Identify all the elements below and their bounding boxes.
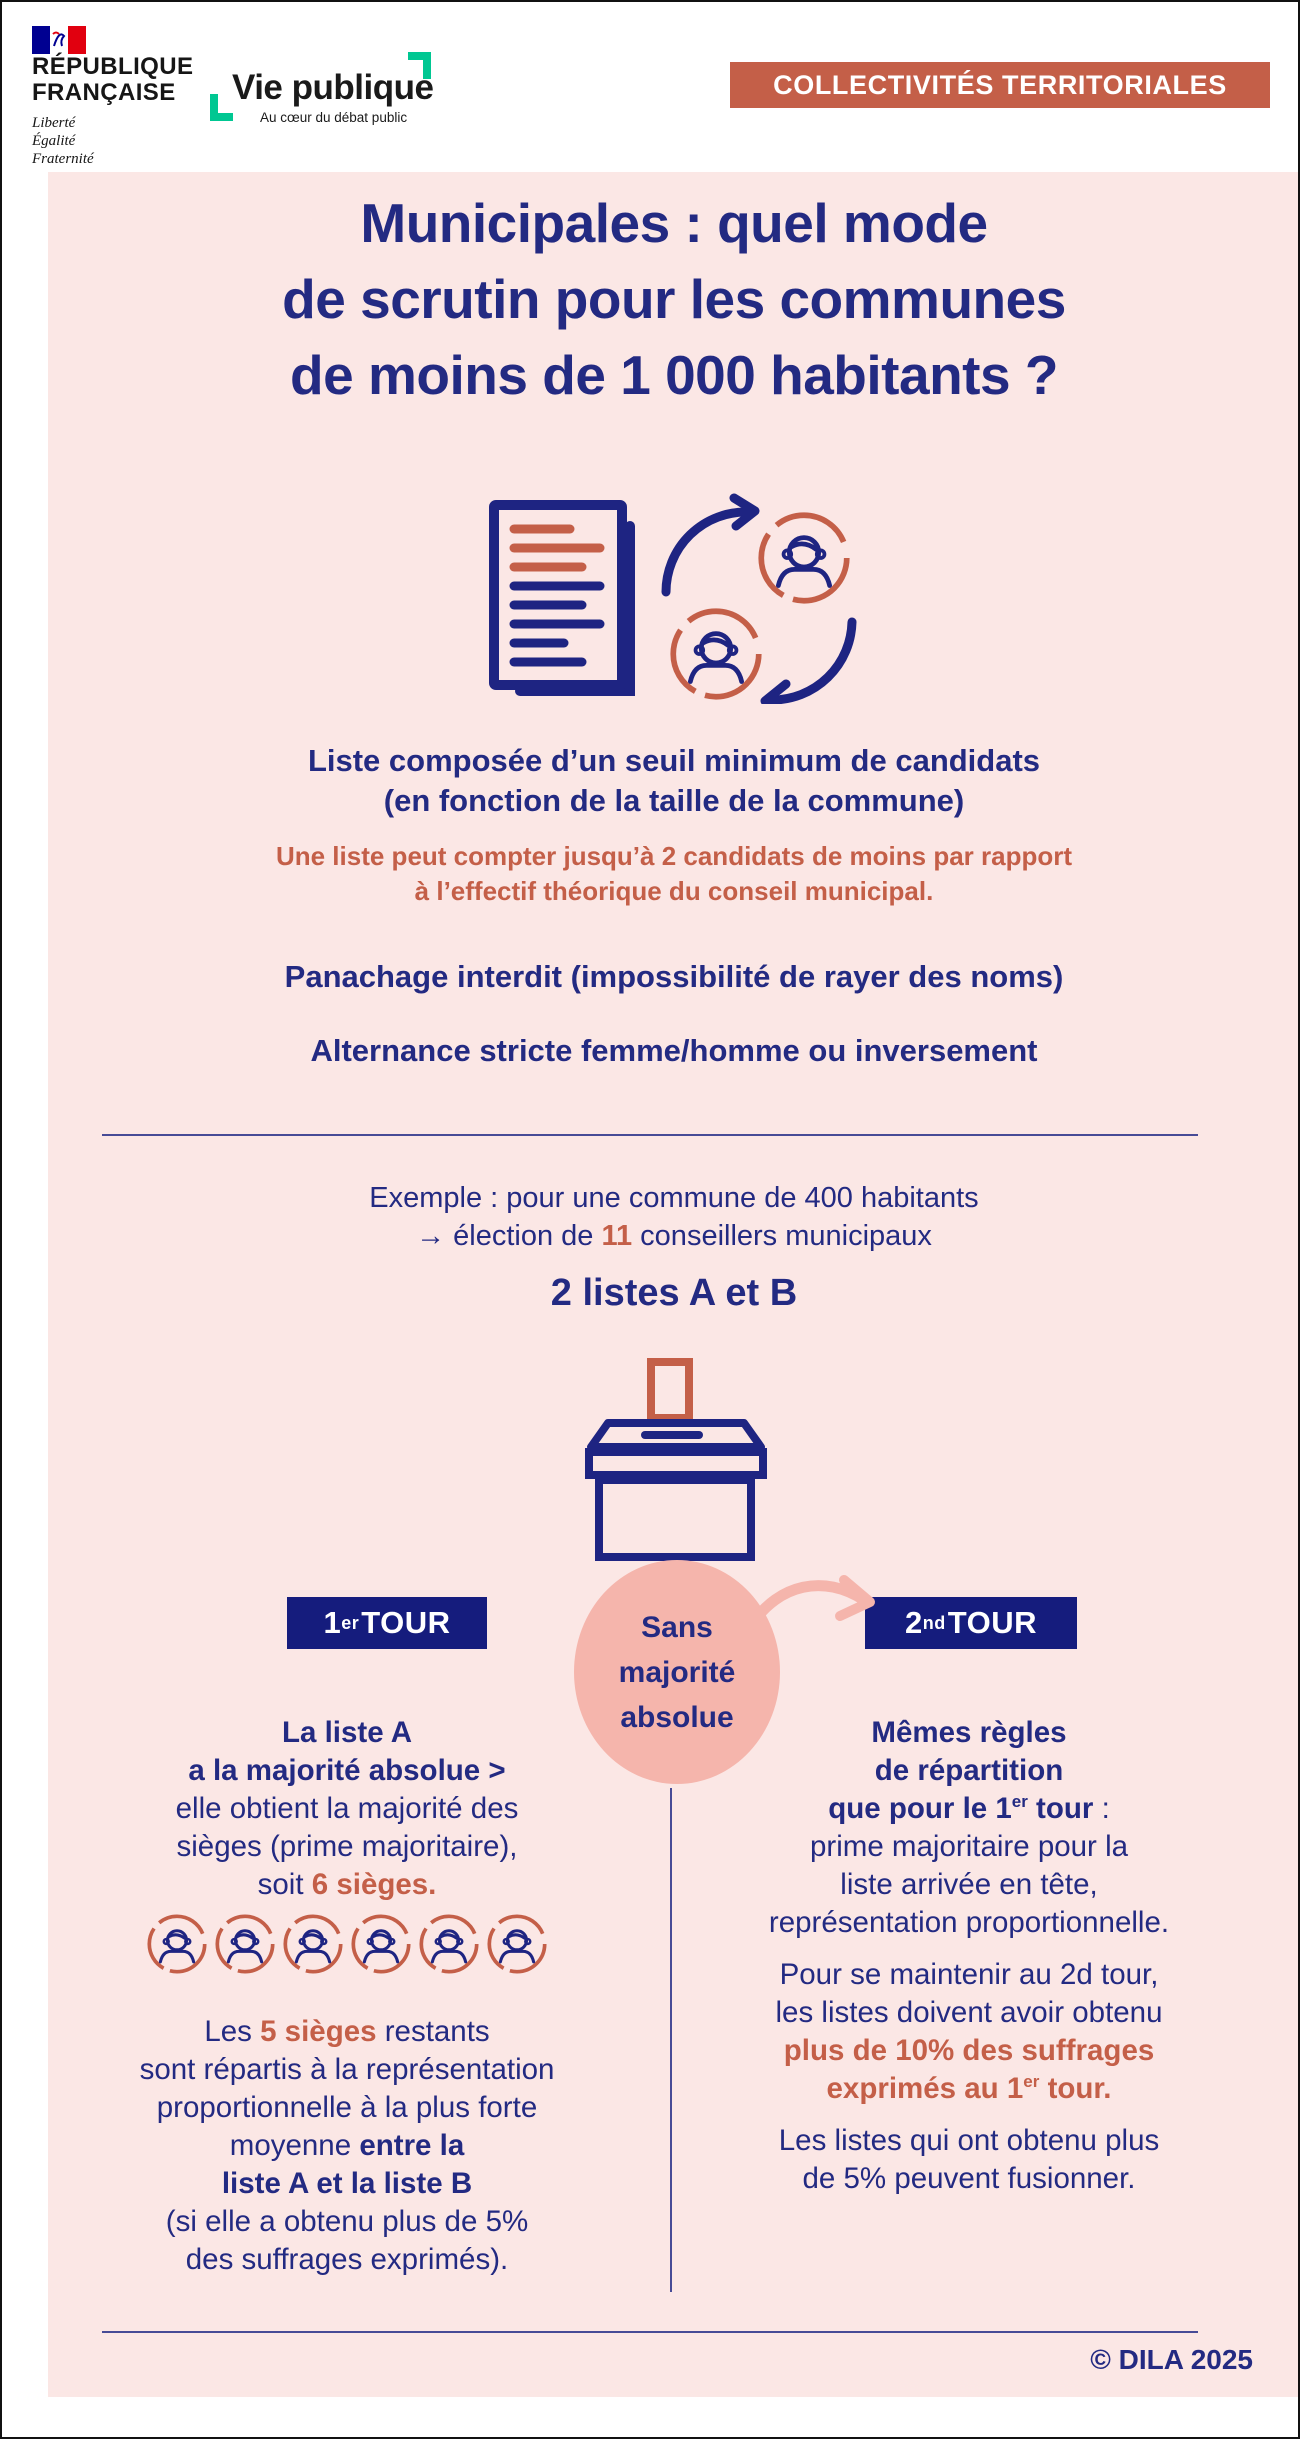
- list-rule: Liste composée d’un seuil minimum de candidats (en fonction de la taille de la commune): [307, 743, 1041, 818]
- vie-publique-title: Vie publique: [232, 68, 434, 107]
- candidate-list-and-people-icon: [454, 472, 894, 704]
- green-bracket-bottom-left-icon: [210, 94, 233, 121]
- round2-column: Mêmes règles de répartition que pour le 1er tour : prime majoritaire pour la liste arrivée en tête, représentation proportionnelle. Pour se maintenir au 2d tour, les listes doivent avoir obtenu plus de 10% des suffrages exprimés au 1er tour. Les listes qui ont obtenu plus de 5% peuvent fusionner.: [768, 1716, 1170, 2195]
- example-intro: Exemple : pour une commune de 400 habitants → élection de 11 conseillers municipaux: [369, 1182, 979, 1252]
- curved-arrow-icon: [744, 1570, 882, 1638]
- document-icon: [494, 505, 630, 691]
- french-flag-icon: [32, 26, 86, 54]
- republique-text: RÉPUBLIQUE FRANÇAISE: [32, 53, 194, 106]
- councillor-icon: [213, 1912, 277, 1976]
- alternance-rule: Alternance stricte femme/homme ou inversement: [310, 1033, 1038, 1068]
- page-title: Municipales : quel mode de scrutin pour les communes de moins de 1 000 habitants ?: [282, 192, 1066, 406]
- category-badge: COLLECTIVITÉS TERRITORIALES: [730, 62, 1270, 108]
- lists-heading: 2 listes A et B: [550, 1272, 798, 1314]
- people-rotation-icon: [666, 498, 852, 704]
- councillor-icon: [145, 1912, 209, 1976]
- ballot-box-icon: [577, 1352, 777, 1564]
- vertical-divider: [670, 1788, 672, 2292]
- seats-row: [67, 1912, 627, 1978]
- councillors-count: 11: [601, 1220, 633, 1252]
- motto: Liberté Égalité Fraternité: [32, 115, 94, 167]
- panachage-rule: Panachage interdit (impossibilité de rayer des noms): [284, 959, 1064, 994]
- round1-column: La liste A a la majorité absolue > elle obtient la majorité des sièges (prime majoritaire), soit 6 sièges. Les 5 sièges restants sont répartis à la représentation proportionnelle à la plus forte moyenne entre la liste A et la liste B (si elle a obtenu plus de 5% des suffrages exprimés).: [67, 1714, 627, 2279]
- horizontal-divider-bottom: [102, 2331, 1198, 2333]
- green-bracket-top-right-icon: [408, 52, 431, 79]
- councillor-icon: [281, 1912, 345, 1976]
- no-absolute-majority-bubble: Sans majorité absolue: [574, 1560, 780, 1784]
- ballot-paper-icon: [651, 1362, 689, 1418]
- copyright: © DILA 2025: [1090, 2344, 1253, 2375]
- round2-badge: 2 nd TOUR: [865, 1597, 1077, 1649]
- horizontal-divider-top: [102, 1134, 1198, 1136]
- vie-publique-tagline: Au cœur du débat public: [260, 110, 408, 125]
- councillor-icon: [485, 1912, 549, 1976]
- republique-francaise-logo: [32, 26, 193, 168]
- councillor-icon: [349, 1912, 413, 1976]
- round1-badge: 1 er TOUR: [287, 1597, 487, 1649]
- councillor-icon: [417, 1912, 481, 1976]
- list-rule-note: Une liste peut compter jusqu’à 2 candidats de moins par rapport à l’effectif théorique du conseil municipal.: [275, 841, 1073, 906]
